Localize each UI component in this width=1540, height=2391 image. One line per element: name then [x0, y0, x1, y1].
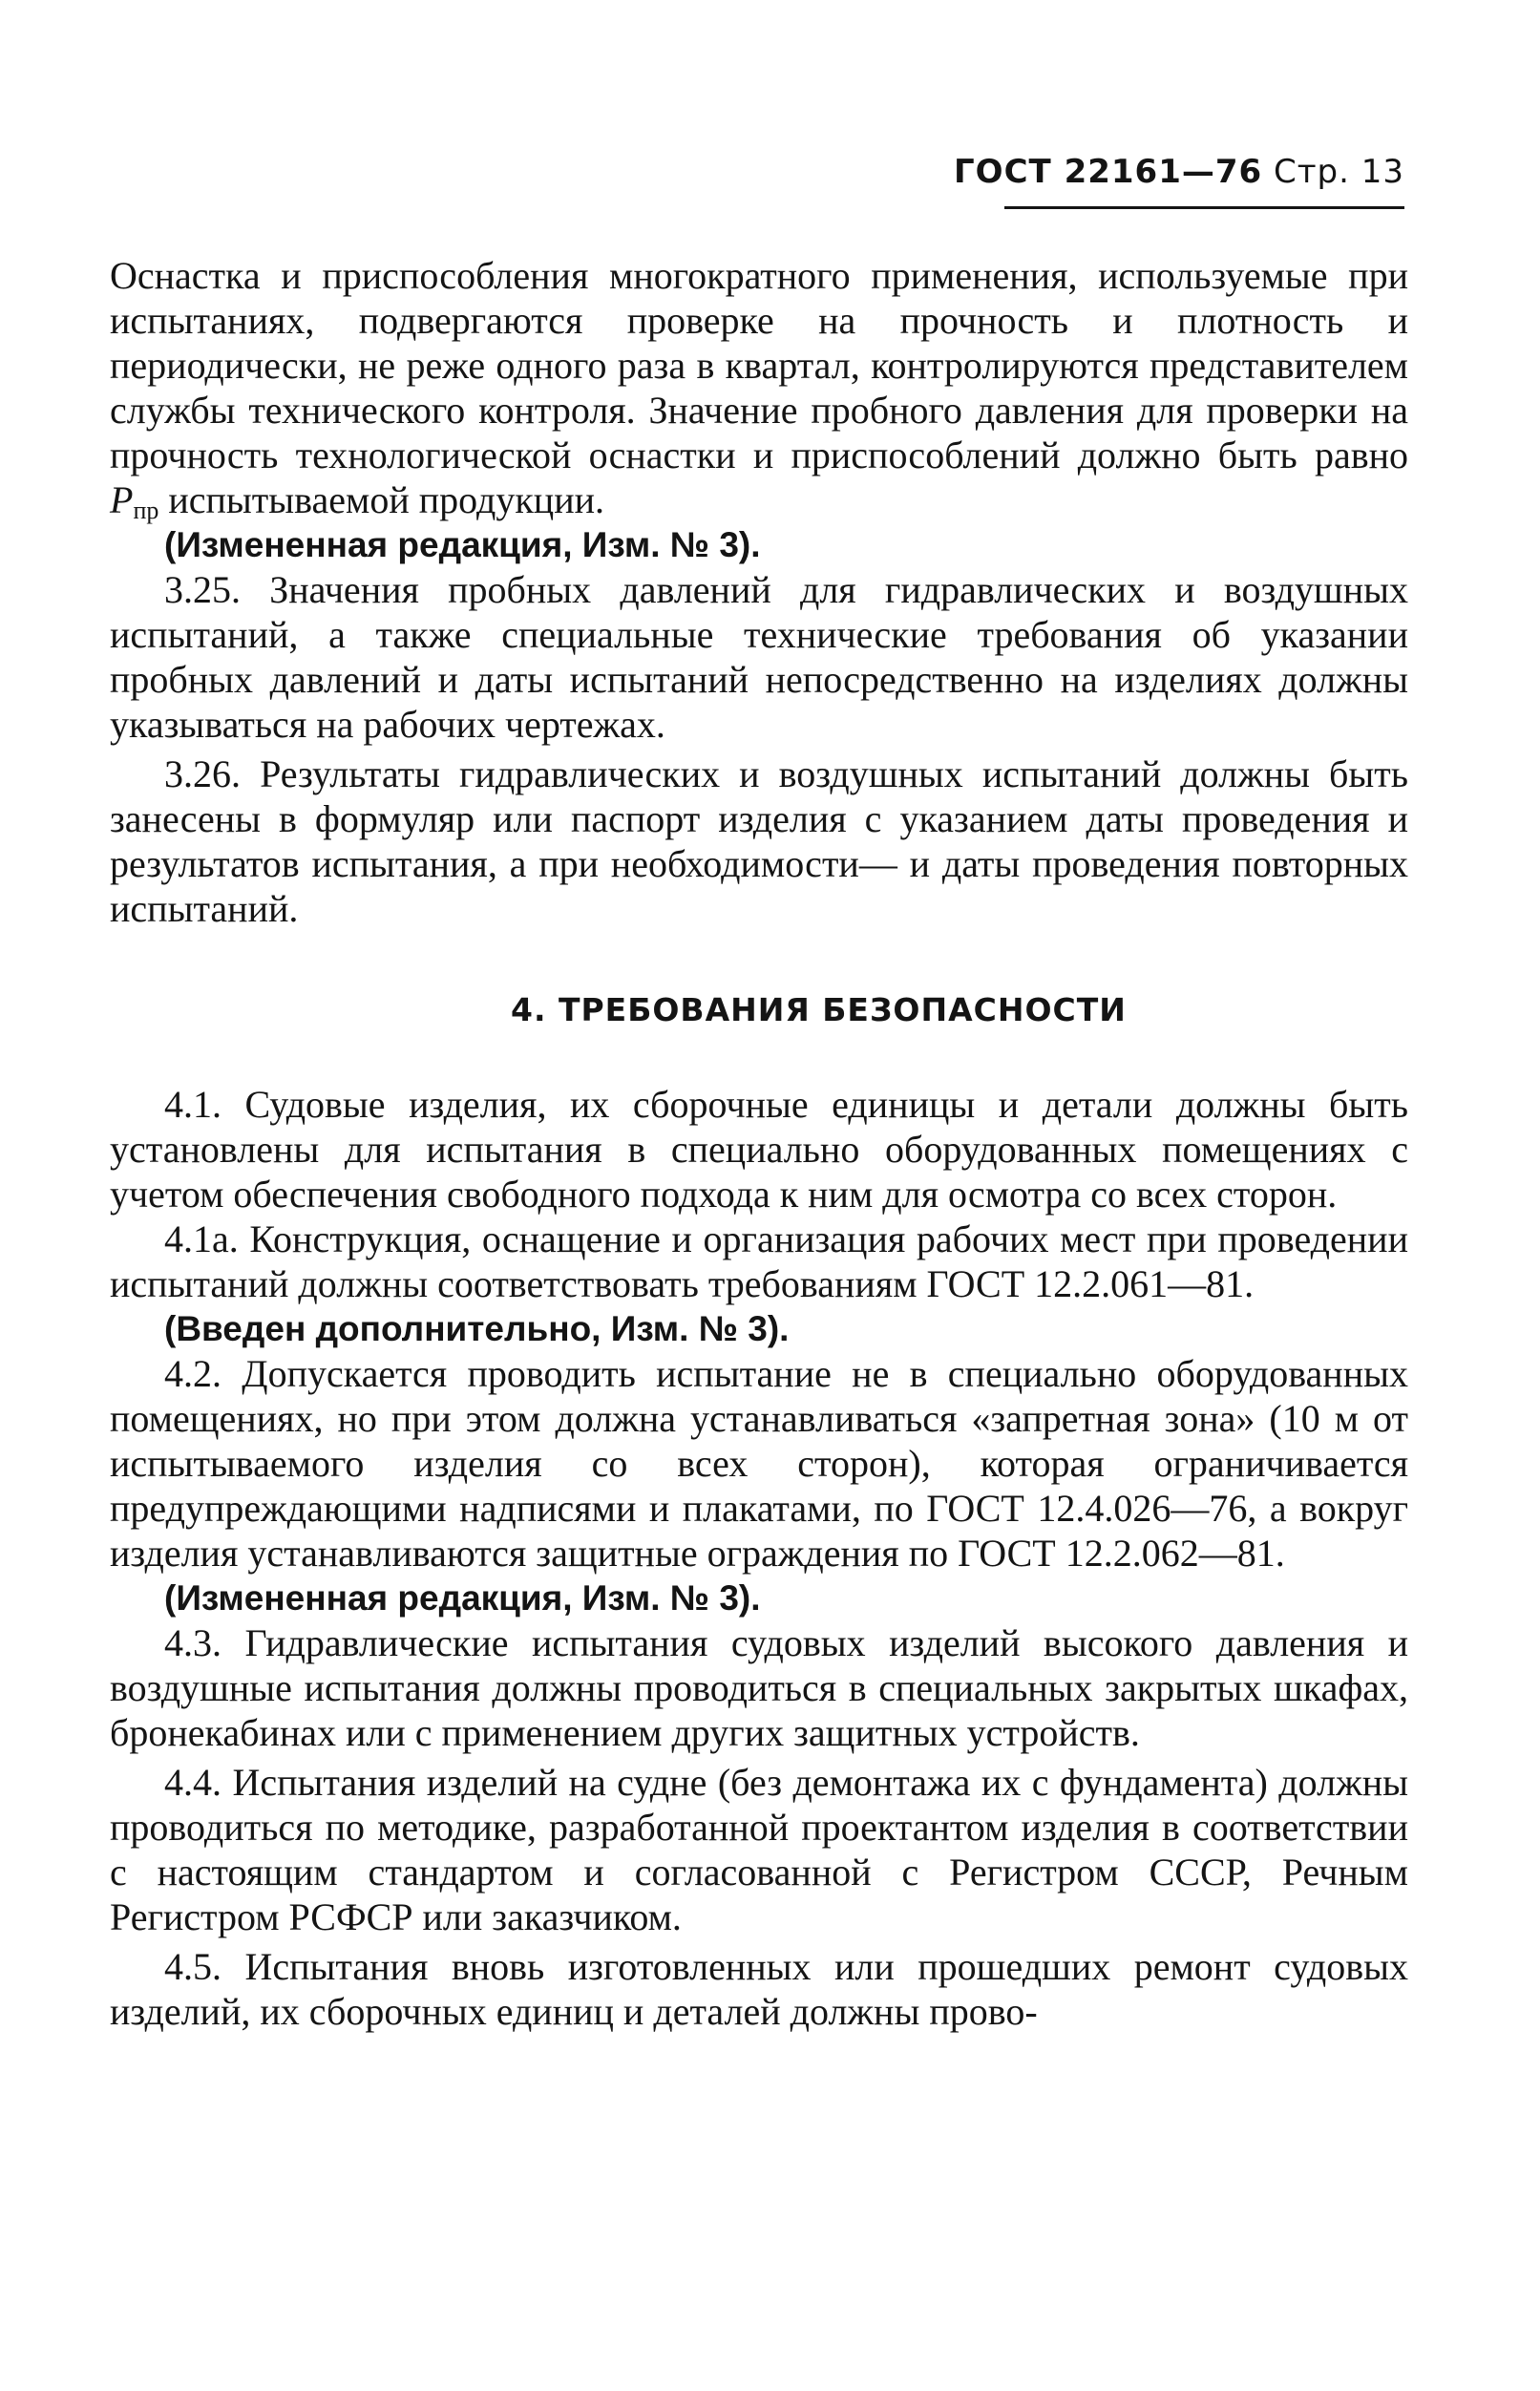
clause-3-25: 3.25. Значения пробных давлений для гидравлических и воздушных испытаний, а также специальные технические требования об указании пробных давлений и даты испытаний непосредственно на изделиях должны указываться на рабочих чертежах.	[110, 568, 1408, 746]
amendment-note: (Измененная редакция, Изм. № 3).	[164, 525, 761, 564]
paragraph-continuation: Оснастка и приспособления многократного применения, используемые при испытаниях, подвергаются проверке на прочность и плотность и периодически, не реже одного раза в квартал, контролируются представителем службы технического контроля. Значение пробного давления для проверки на прочность технологической оснастки и приспособлений должно быть равно $P_{пр}$ испытываемой продукции.	[110, 254, 1408, 524]
clause-4-1a: 4.1а. Конструкция, оснащение и организация рабочих мест при проведении испытаний должны соответствовать требованиям ГОСТ 12.2.061—81.	[110, 1217, 1408, 1305]
amendment-note: (Введен дополнительно, Изм. № 3).	[164, 1309, 790, 1348]
amendment-note: (Измененная редакция, Изм. № 3).	[164, 1578, 761, 1618]
clause-4-5: 4.5. Испытания вновь изготовленных или прошедших ремонт судовых изделий, их сборочных единиц и деталей должны прово-	[110, 1945, 1408, 2033]
standard-number: ГОСТ 22161—76	[954, 153, 1263, 191]
clause-4-1: 4.1. Судовые изделия, их сборочные единицы и детали должны быть установлены для испытания в специально оборудованных помещениях с учетом обеспечения свободного подхода к ним для осмотра со всех сторон.	[110, 1083, 1408, 1216]
clause-4-2: 4.2. Допускается проводить испытание не в специально оборудованных помещениях, но при этом должна устанавливаться «запретная зона» (10 м от испытываемого изделия со всех сторон), которая ограничивается предупреждающими надписями и плакатами, по ГОСТ 12.4.026—76, а вокруг изделия устанавливаются защитные ограждения по ГОСТ 12.2.062—81.	[110, 1352, 1408, 1575]
pressure-subscript: пр	[133, 497, 159, 524]
clause-3-26: 3.26. Результаты гидравлических и воздушных испытаний должны быть занесены в формуляр или паспорт изделия с указанием даты проведения и результатов испытания, а при необходимости— и даты проведения повторных испытаний.	[110, 752, 1408, 930]
clause-4-4: 4.4. Испытания изделий на судне (без демонтажа их с фундамента) должны проводиться по методике, разработанной проектантом изделия в соответствии с настоящим стандартом и согласованной с Регистром СССР, Речным Регистром РСФСР или заказчиком.	[110, 1761, 1408, 1938]
header-rule	[1004, 206, 1404, 209]
clause-4-3: 4.3. Гидравлические испытания судовых изделий высокого давления и воздушные испытания должны проводиться в специальных закрытых шкафах, бронекабинах или с применением других защитных устройств.	[110, 1621, 1408, 1754]
section-heading: 4. ТРЕБОВАНИЯ БЕЗОПАСНОСТИ	[511, 991, 1127, 1028]
pressure-symbol: P	[110, 478, 134, 521]
page-number: Стр. 13	[1273, 153, 1404, 191]
page-header	[954, 153, 1404, 191]
document-body	[110, 253, 1408, 2034]
